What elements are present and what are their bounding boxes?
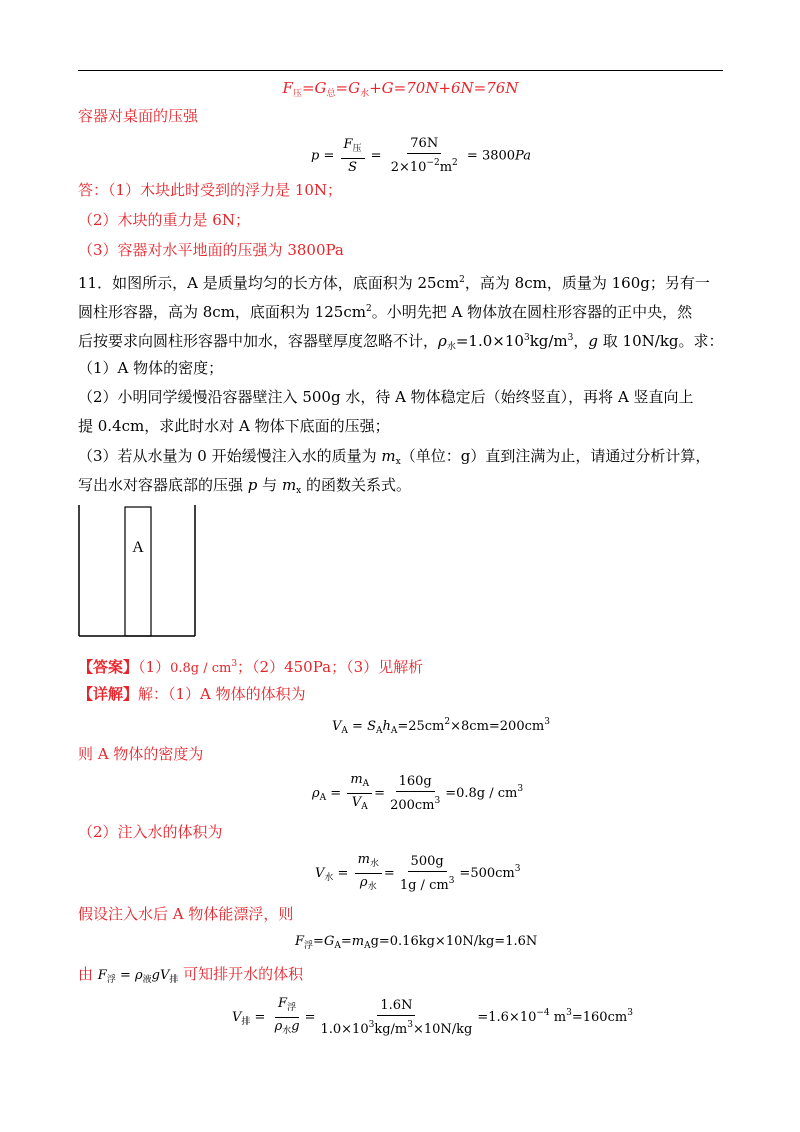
container-diagram (78, 505, 198, 637)
buoyancy-formula: $F_浮=G_A=m_Ag=0.16kg\times 10N/kg=1.6N$ (295, 934, 538, 951)
answer-summary: 【答案】$(1)0.8g / cm^3$；（2）450Pa；（3）见解析 (78, 658, 424, 676)
header-rule (78, 70, 723, 71)
pressure-intro-text: 容器对桌面的压强 (78, 107, 199, 125)
density-intro: 则 A 物体的密度为 (78, 745, 204, 763)
archimedes-intro: 由 $F_浮 = \rho_液gV_排$ 可知排开水的体积 (78, 965, 304, 985)
volume-formula: $V_A = S_Ah_A=25cm^2\times 8cm=200cm^3$ (332, 717, 550, 736)
question-2-line-1: （2）小明同学缓慢沿容器壁注入 500g 水，待 A 物体稳定后（始终竖直），再将 A 竖直向上 (78, 388, 694, 406)
float-intro: 假设注入水后 A 物体能漂浮，则 (78, 905, 294, 923)
block-a-label: A (132, 539, 144, 556)
density-formula: $\rho_A$ = $\frac{m_A}{V_A}$ = $\frac{160g}{200cm^3}$ $=0.8g / cm^3$ (312, 772, 524, 813)
problem-line-1: 11．如图所示，A 是质量均匀的长方体，底面积为 $25cm^2$，高为 8cm，质量为 160g；另有一 (78, 274, 710, 292)
water-volume-intro: （2）注入水的体积为 (78, 823, 223, 841)
problem-line-2: 圆柱形容器，高为 8cm，底面积为 $125cm^2$。小明先把 A 物体放在圆柱形容器的正中央，然 (78, 303, 693, 321)
pressure-formula: p = $\frac{F_压}{S}$ = $\frac{76N}{2\times 10^{-2}m^2}$ = 3800Pa (311, 136, 531, 175)
total-force-formula: $F_压=G_总=G_水+G=70N+6N=76N$ (282, 79, 519, 99)
answer-2: （2）木块的重力是 6N； (78, 211, 250, 229)
problem-line-3: 后按要求向圆柱形容器中加水，容器壁厚度忽略不计，$\rho_水=1.0\times 10^3kg/m^3$，g 取 10N/kg。求： (78, 332, 724, 352)
answer-1: 答：（1）木块此时受到的浮力是 10N； (78, 181, 343, 199)
question-2-line-2: 提 0.4cm，求此时水对 A 物体下底面的压强； (78, 417, 390, 435)
block-a (125, 507, 151, 636)
answer-3: （3）容器对水平地面的压强为 3800Pa (78, 241, 344, 259)
water-volume-formula: $V_水$ = $\frac{m_水}{\rho_水}$ = $\frac{500g}{1g / cm^3}$ $=500cm^3$ (315, 852, 521, 893)
container-svg (78, 505, 198, 637)
question-1: （1）A 物体的密度； (78, 359, 224, 377)
question-3-line-1: （3）若从水量为 0 开始缓慢注入水的质量为 $m_x$（单位：g）直到注满为止，请通过分析计算， (78, 447, 711, 467)
question-3-line-2: 写出水对容器底部的压强 p 与 $m_x$ 的函数关系式。 (78, 476, 412, 496)
displaced-volume-formula: $V_排$ = $\frac{F_浮}{\rho_水g}$ = $\frac{1.6N}{1.0\times 10^3kg/m^3\times 10N/kg}$ $=1.6\times 10^{-4}$ $m^3=160cm^3$ (232, 996, 633, 1037)
detail-intro: 【详解】解：（1）A 物体的体积为 (78, 685, 306, 703)
